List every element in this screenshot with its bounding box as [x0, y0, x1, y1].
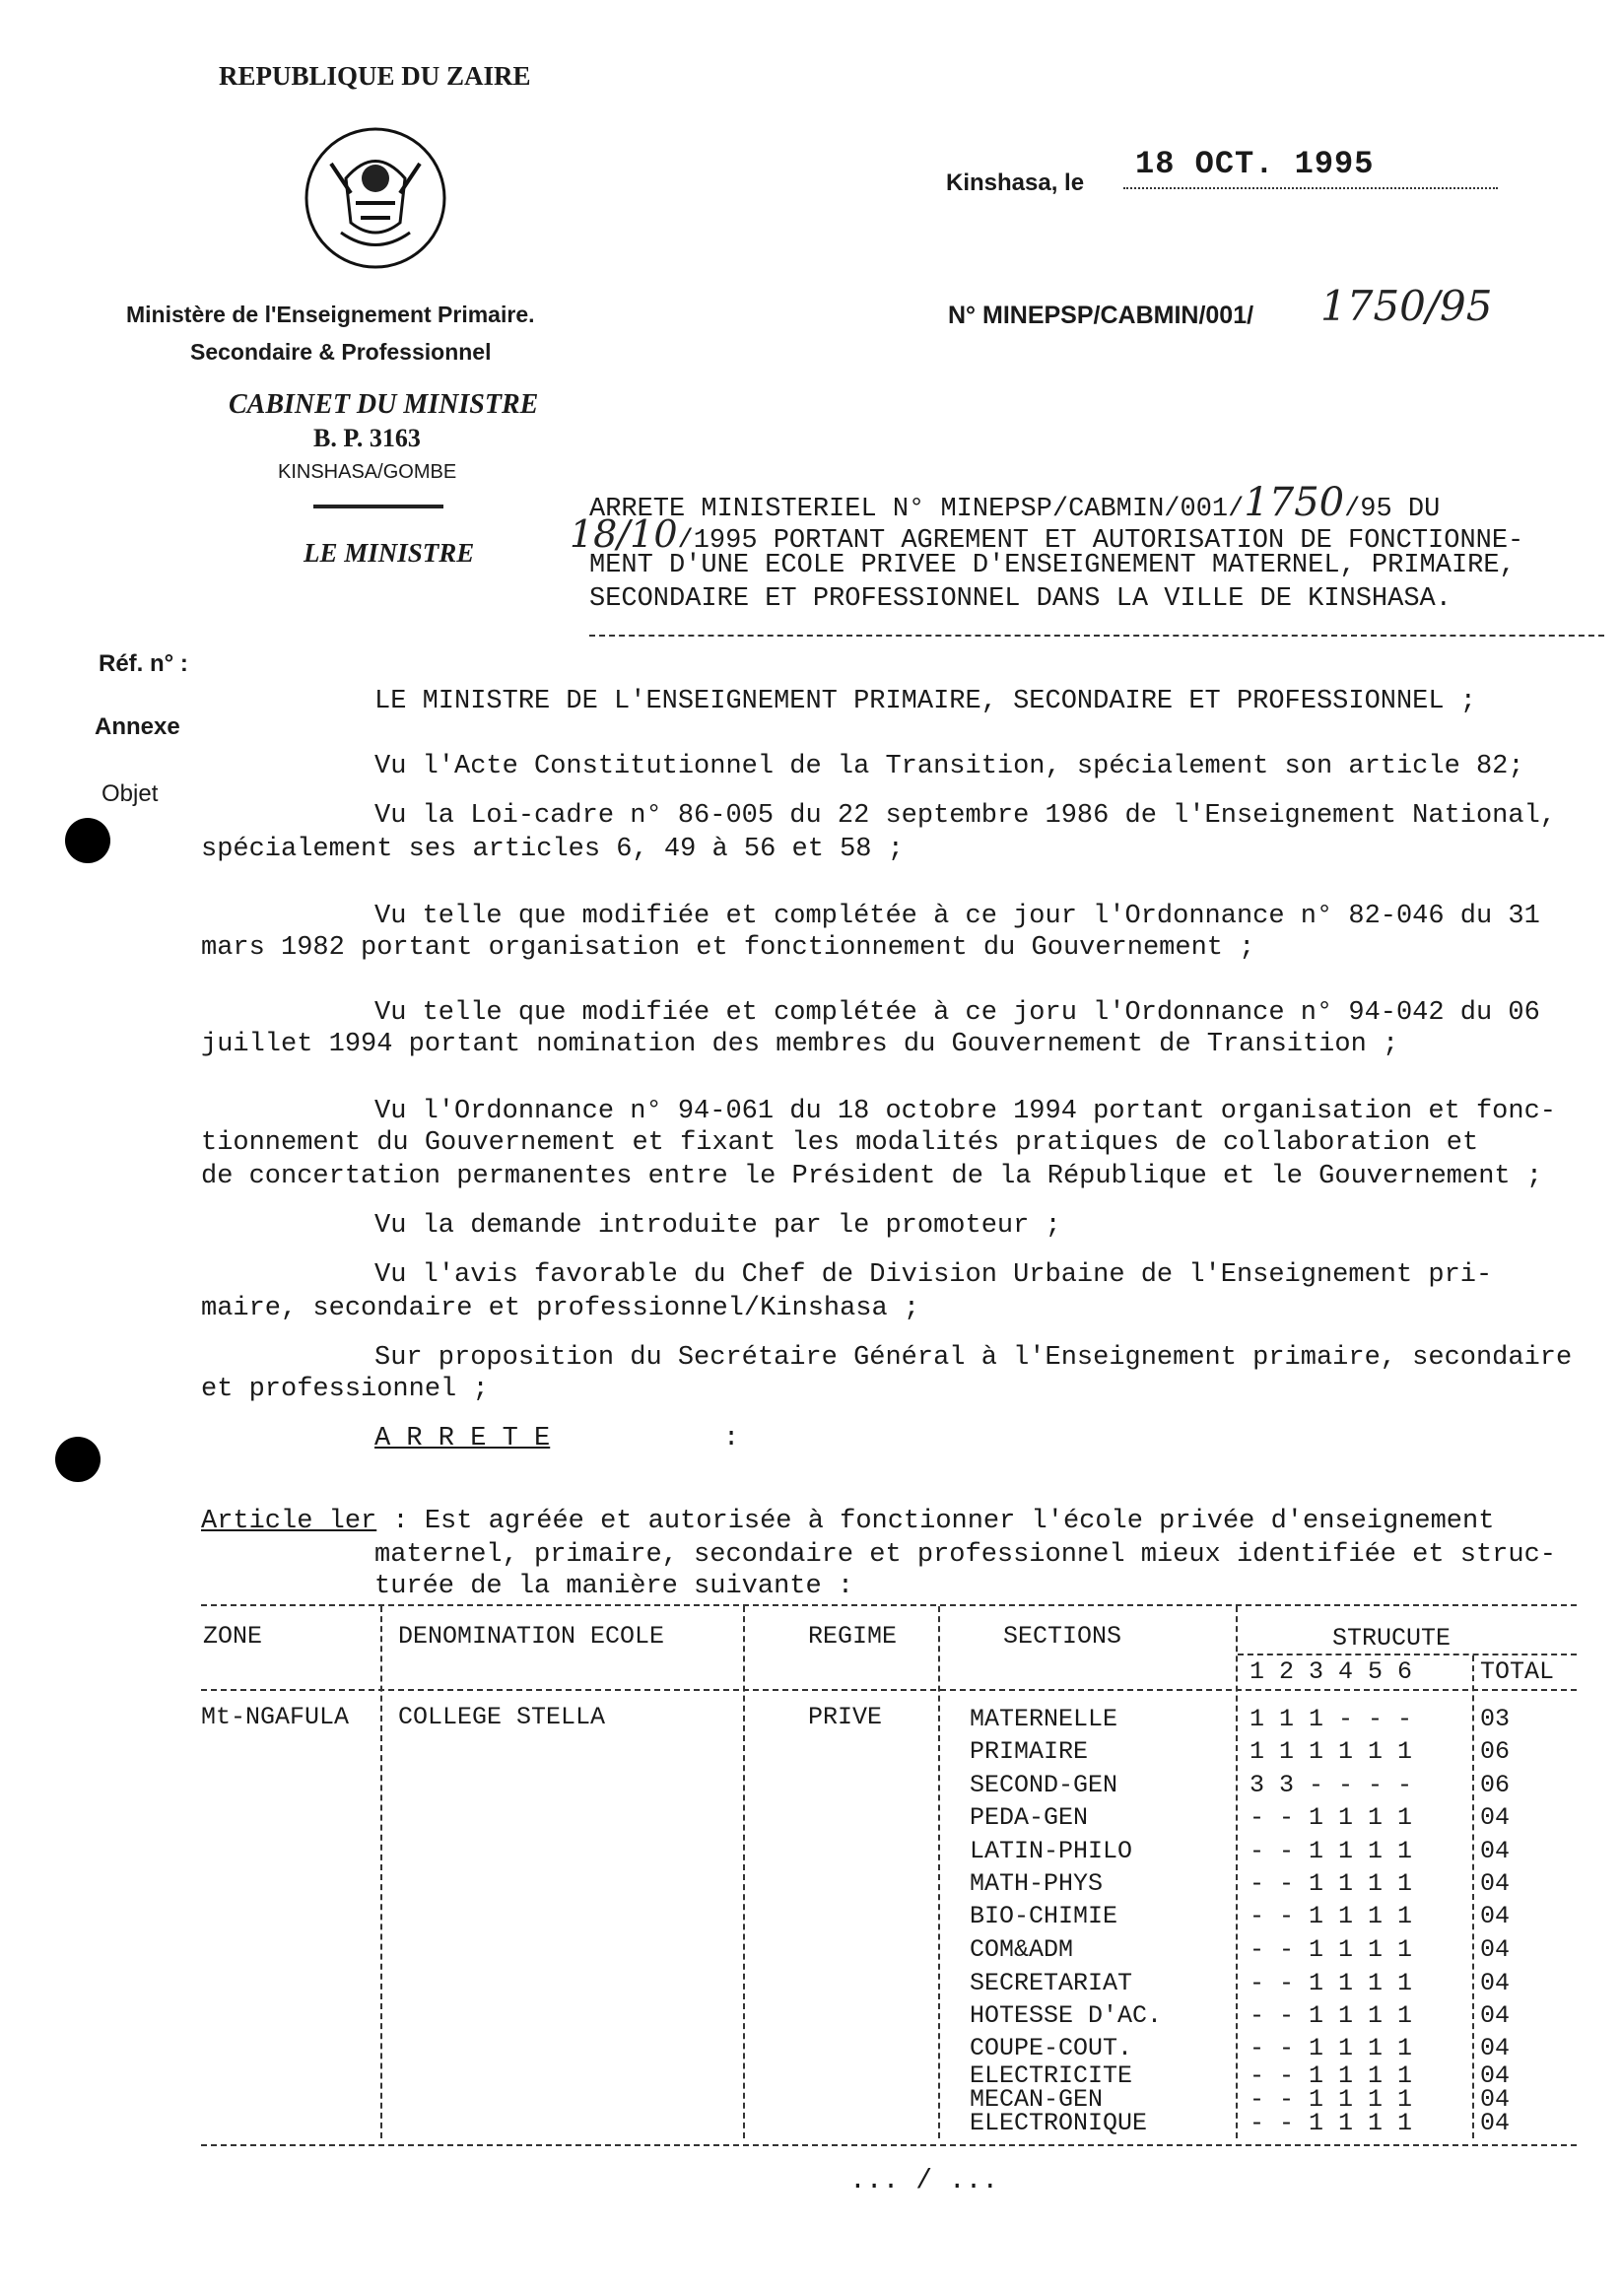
table-cell-structure: - - 1 1 1 1: [1250, 2061, 1413, 2090]
paragraph-7-line-1: Vu l'avis favorable du Chef de Division Urbaine de l'Enseignement pri-: [374, 1260, 1493, 1290]
table-cell-school-name: COLLEGE STELLA: [398, 1703, 606, 1731]
table-cell-structure: 3 3 - - - -: [1250, 1771, 1413, 1799]
paragraph-7-line-2: maire, secondaire et professionnel/Kinshasa ;: [201, 1294, 920, 1323]
table-cell-section: PRIMAIRE: [970, 1737, 1089, 1766]
table-cell-total: 03: [1480, 1705, 1511, 1733]
table-cell-structure: - - 1 1 1 1: [1250, 1803, 1413, 1832]
table-cell-section: SECRETARIAT: [970, 1969, 1133, 1997]
decree-title-line-1: ARRETE MINISTERIEL N° MINEPSP/CABMIN/001/1750/95 DU: [589, 480, 1441, 525]
table-cell-structure: - - 1 1 1 1: [1250, 2001, 1413, 2030]
table-header-bottom-border: [201, 1689, 1577, 1691]
table-cell-structure: - - 1 1 1 1: [1250, 2109, 1413, 2137]
table-cell-section: COUPE-COUT.: [970, 2034, 1133, 2062]
paragraph-4-line-2: juillet 1994 portant nomination des membres du Gouvernement de Transition ;: [201, 1030, 1399, 1059]
decree-title-underline: [589, 635, 1604, 637]
table-cell-section: ELECTRICITE: [970, 2061, 1133, 2090]
table-cell-total: 04: [1480, 2109, 1511, 2137]
subject-label: Objet: [101, 780, 159, 807]
table-cell-structure: - - 1 1 1 1: [1250, 1869, 1413, 1898]
table-cell-structure: - - 1 1 1 1: [1250, 1969, 1413, 1997]
article-1-line-1: Article ler : Est agréée et autorisée à fonctionner l'école privée d'enseignement: [201, 1507, 1495, 1536]
table-cell-total: 04: [1480, 2034, 1511, 2062]
table-cell-section: ELECTRONIQUE: [970, 2109, 1148, 2137]
hole-punch-mark: [65, 818, 110, 863]
annex-label: Annexe: [95, 713, 180, 740]
table-header-regime: REGIME: [808, 1622, 898, 1651]
table-column-separator: [1236, 1606, 1238, 2138]
table-column-separator: [1472, 1655, 1474, 2138]
table-cell-structure: - - 1 1 1 1: [1250, 1837, 1413, 1865]
table-cell-total: 04: [1480, 1969, 1511, 1997]
article-1-line-2: maternel, primaire, secondaire et professionnel mieux identifiée et struc-: [374, 1540, 1556, 1570]
continuation-marker: ... / ...: [849, 2166, 999, 2196]
cabinet-title: CABINET DU MINISTRE: [229, 389, 539, 420]
ministre-preamble: LE MINISTRE DE L'ENSEIGNEMENT PRIMAIRE, SECONDAIRE ET PROFESSIONNEL ;: [374, 687, 1476, 716]
table-cell-structure: - - 1 1 1 1: [1250, 1902, 1413, 1930]
table-cell-section: MECAN-GEN: [970, 2085, 1104, 2114]
paragraph-5-line-1: Vu l'Ordonnance n° 94-061 du 18 octobre 1994 portant organisation et fonc-: [374, 1097, 1556, 1126]
table-cell-total: 04: [1480, 2061, 1511, 2090]
hole-punch-mark: [55, 1437, 101, 1482]
reference-number-handwritten: 1750/95: [1320, 282, 1493, 330]
table-bottom-border: [201, 2144, 1577, 2146]
ministry-line-2: Secondaire & Professionnel: [190, 339, 492, 365]
table-cell-regime: PRIVE: [808, 1703, 883, 1731]
table-cell-section: COM&ADM: [970, 1935, 1074, 1964]
table-cell-section: HOTESSE D'AC.: [970, 2001, 1163, 2030]
le-ministre-label: LE MINISTRE: [304, 538, 475, 568]
paragraph-3-line-2: mars 1982 portant organisation et fonctionnement du Gouvernement ;: [201, 933, 1255, 963]
table-cell-structure: 1 1 1 1 1 1: [1250, 1737, 1413, 1766]
paragraph-3-line-1: Vu telle que modifiée et complétée à ce jour l'Ordonnance n° 82-046 du 31: [374, 902, 1540, 931]
paragraph-6: Vu la demande introduite par le promoteur ;: [374, 1211, 1061, 1241]
table-cell-total: 06: [1480, 1737, 1511, 1766]
table-header-sections: SECTIONS: [1003, 1622, 1122, 1651]
table-cell-total: 04: [1480, 1837, 1511, 1865]
table-column-separator: [380, 1606, 382, 2138]
ministry-line-1: Ministère de l'Enseignement Primaire.: [126, 302, 535, 327]
header-divider: [313, 505, 443, 508]
country-title: REPUBLIQUE DU ZAIRE: [219, 61, 531, 91]
paragraph-2-line-2: spécialement ses articles 6, 49 à 56 et 58 ;: [201, 835, 904, 864]
arrete-colon: :: [723, 1424, 740, 1453]
table-top-border: [201, 1604, 1577, 1606]
paragraph-1: Vu l'Acte Constitutionnel de la Transition, spécialement son article 82;: [374, 752, 1524, 781]
decree-title-line-4: SECONDAIRE ET PROFESSIONNEL DANS LA VILLE DE KINSHASA.: [589, 584, 1452, 614]
table-column-separator: [743, 1606, 745, 2138]
arrete-heading: A R R E T E: [374, 1424, 551, 1453]
po-box: B. P. 3163: [313, 424, 421, 452]
table-cell-zone: Mt-NGAFULA: [201, 1703, 350, 1731]
decree-title-line-2: 18/10/1995 PORTANT AGREMENT ET AUTORISATION DE FONCTIONNE-: [570, 512, 1524, 556]
table-cell-structure: - - 1 1 1 1: [1250, 2085, 1413, 2114]
table-cell-total: 04: [1480, 1935, 1511, 1964]
paragraph-8-line-2: et professionnel ;: [201, 1375, 489, 1404]
table-header-classes: 1 2 3 4 5 6: [1250, 1657, 1413, 1686]
table-cell-section: LATIN-PHILO: [970, 1837, 1133, 1865]
table-column-separator: [938, 1606, 940, 2138]
table-header-zone: ZONE: [203, 1622, 263, 1651]
table-cell-section: PEDA-GEN: [970, 1803, 1089, 1832]
paragraph-4-line-1: Vu telle que modifiée et complétée à ce joru l'Ordonnance n° 94-042 du 06: [374, 998, 1540, 1028]
table-header-total: TOTAL: [1480, 1657, 1555, 1686]
table-cell-structure: - - 1 1 1 1: [1250, 1935, 1413, 1964]
table-cell-section: BIO-CHIMIE: [970, 1902, 1118, 1930]
table-cell-total: 04: [1480, 2001, 1511, 2030]
paragraph-2-line-1: Vu la Loi-cadre n° 86-005 du 22 septembre 1986 de l'Enseignement National,: [374, 801, 1556, 831]
reference-number-label: N° MINEPSP/CABMIN/001/: [948, 302, 1254, 329]
table-cell-total: 04: [1480, 1869, 1511, 1898]
table-header-structure: STRUCUTE: [1332, 1624, 1452, 1653]
table-cell-total: 04: [1480, 1902, 1511, 1930]
table-cell-structure: 1 1 1 - - -: [1250, 1705, 1413, 1733]
place-label: Kinshasa, le: [946, 169, 1085, 196]
city-label: KINSHASA/GOMBE: [278, 461, 457, 483]
paragraph-5-line-3: de concertation permanentes entre le Président de la République et le Gouvernement ;: [201, 1162, 1543, 1191]
table-cell-total: 06: [1480, 1771, 1511, 1799]
table-header-denomination: DENOMINATION ECOLE: [398, 1622, 665, 1651]
decree-title-line-3: MENT D'UNE ECOLE PRIVEE D'ENSEIGNEMENT MATERNEL, PRIMAIRE,: [589, 551, 1516, 580]
date-stamp: 18 OCT. 1995: [1135, 146, 1375, 182]
date-underline: [1123, 187, 1498, 189]
table-cell-structure: - - 1 1 1 1: [1250, 2034, 1413, 2062]
structure-subheader-divider: [1238, 1654, 1577, 1655]
paragraph-8-line-1: Sur proposition du Secrétaire Général à l'Enseignement primaire, secondaire: [374, 1343, 1573, 1373]
article-1-line-3: turée de la manière suivante :: [374, 1572, 854, 1601]
paragraph-5-line-2: tionnement du Gouvernement et fixant les modalités pratiques de collaboration et: [201, 1128, 1479, 1158]
reference-label: Réf. n° :: [99, 650, 188, 677]
table-cell-section: SECOND-GEN: [970, 1771, 1118, 1799]
table-cell-total: 04: [1480, 1803, 1511, 1832]
table-cell-section: MATERNELLE: [970, 1705, 1118, 1733]
table-cell-section: MATH-PHYS: [970, 1869, 1104, 1898]
coat-of-arms-emblem: [302, 124, 449, 272]
table-cell-total: 04: [1480, 2085, 1511, 2114]
